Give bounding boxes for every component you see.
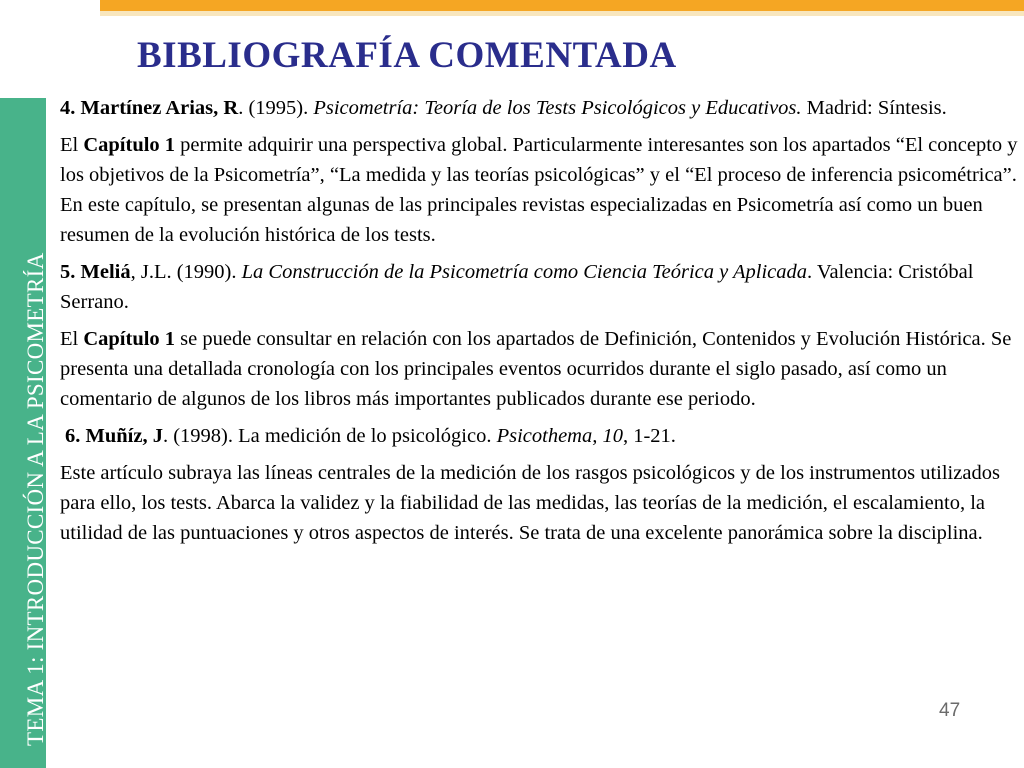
top-accent-bar [100, 0, 1024, 11]
page-number: 47 [939, 700, 961, 721]
ref-title: La Construcción de la Psicometría como Ciencia Teórica y Aplicada [241, 261, 808, 283]
comment-text: permite adquirir una perspectiva global. Particularmente interesantes son los apartados “El concepto y los objetivos de la Psicometría”, “La medida y las teorías psicológicas” y el “El proceso de inferencia psicométrica”. En este capítulo, se presentan algunas de las principales revistas especializadas en Psicometría así como un buen resumen de la evolución histórica de los tests. [60, 134, 1018, 246]
comment-4: El Capítulo 1 permite adquirir una perspectiva global. Particularmente interesantes son los apartados “El concepto y los objetivos de la Psicometría”, “La medida y las teorías psicológicas” y el “El proceso de inferencia psicométrica”. En este capítulo, se presentan algunas de las principales revistas especializadas en Psicometría así como un buen resumen de la evolución histórica de los tests. [60, 134, 1018, 246]
comment-6: Este artículo subraya las líneas centrales de la medición de los rasgos psicológicos y de los instrumentos utilizados para ello, los tests. Abarca la validez y la fiabilidad de las medidas, las teorías de la medición, el escalamiento, la utilidad de las puntuaciones y otros aspectos de interés. Se trata de una excelente panorámica sobre la disciplina. [60, 462, 1000, 544]
ref-title: Psicometría: Teoría de los Tests Psicológicos y Educativos. [313, 97, 802, 119]
ref-pages: , 1-21. [622, 425, 676, 447]
comment-chapter: Capítulo 1 [83, 134, 176, 156]
top-accent-bar-light [100, 11, 1024, 16]
ref-year: . (1998). La medición de lo psicológico. [162, 425, 497, 447]
ref-journal: Psicothema, 10 [496, 425, 623, 447]
ref-year: , J.L. (1990). [130, 261, 242, 283]
reference-6 [60, 421, 1020, 451]
ref-author: 5. Meliá [60, 261, 131, 283]
comment-5: El Capítulo 1 se puede consultar en relación con los apartados de Definición, Contenidos y Evolución Histórica. Se presenta una detallada cronología con los principales eventos ocurridos durante el siglo pasado, así como un comentario de algunos de los libros más importantes publicados durante ese periodo. [60, 328, 1012, 410]
ref-author: 6. Muñíz, J [65, 425, 163, 447]
comment-chapter: Capítulo 1 [83, 328, 176, 350]
ref-year: . (1995). [238, 97, 314, 119]
reference-4 [60, 93, 1020, 123]
ref-publisher: Madrid: Síntesis. [801, 97, 947, 119]
reference-5 [60, 257, 1020, 317]
slide-content [60, 93, 1020, 555]
ref-author: 4. Martínez Arias, R [60, 97, 239, 119]
side-label: TEMA 1: INTRODUCCIÓN A LA PSICOMETRÍA [23, 252, 48, 746]
comment-text: se puede consultar en relación con los apartados de Definición, Contenidos y Evolución Histórica. Se presenta una detallada cronología con los principales eventos ocurridos durante el siglo pasado, así como un comentario de algunos de los libros más importantes publicados durante ese periodo. [60, 328, 1012, 410]
ref-publisher: . Valencia: Cristóbal Serrano. [60, 261, 974, 313]
slide-title: BIBLIOGRAFÍA COMENTADA [137, 35, 677, 76]
